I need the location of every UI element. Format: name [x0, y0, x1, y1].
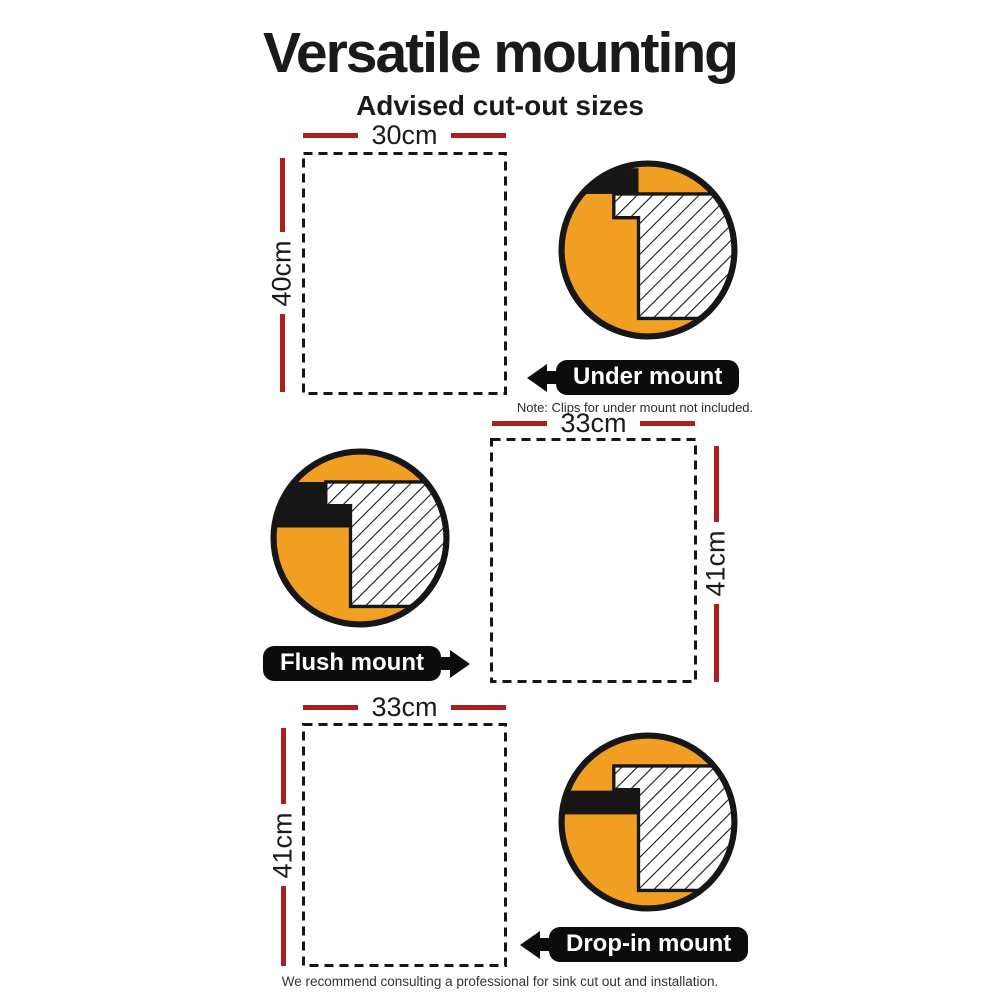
- drop-in-mount-width-dimension: [302, 692, 507, 723]
- flush-mount-height-dimension: [697, 446, 735, 682]
- mount-label-pill: Flush mount: [263, 646, 441, 681]
- mount-label-pill: Under mount: [556, 360, 739, 395]
- dimension-line: [280, 158, 285, 232]
- dimension-line: [281, 886, 286, 966]
- dimension-line: [303, 705, 358, 710]
- flush-mount-diagram: [265, 443, 455, 633]
- under-mount-cutout-rect: [302, 152, 507, 395]
- drop-in-mount-cutout-rect: [302, 723, 507, 967]
- dimension-line: [451, 705, 506, 710]
- height-value: 41cm: [700, 529, 731, 597]
- left-arrow-stem: [540, 938, 549, 951]
- flush-mount-cutout-rect: [490, 438, 697, 683]
- under-mount-height-dimension: [263, 158, 301, 392]
- mount-label-pill: Drop-in mount: [549, 927, 748, 962]
- dimension-line: [714, 446, 719, 522]
- dimension-line: [281, 728, 286, 804]
- width-value: 30cm: [371, 120, 438, 150]
- height-value: 41cm: [267, 811, 298, 879]
- dimension-line: [280, 314, 285, 392]
- width-value: 33cm: [371, 692, 438, 722]
- dimension-line: [714, 604, 719, 682]
- drop-in-mount-label: [520, 927, 748, 962]
- right-arrow-stem: [441, 657, 450, 670]
- flush-mount-width-dimension: [490, 408, 697, 439]
- drop-in-mount-diagram: [553, 727, 743, 917]
- dimension-line: [492, 421, 547, 426]
- left-arrow-stem: [547, 371, 556, 384]
- under-mount-width-dimension: [302, 120, 507, 151]
- height-value: 40cm: [266, 239, 297, 307]
- page-title: Versatile mounting: [263, 21, 737, 85]
- width-value: 33cm: [560, 408, 627, 438]
- right-arrow-icon: [450, 650, 470, 678]
- under-mount-label: [527, 360, 739, 395]
- under-mount-diagram: [553, 155, 743, 345]
- left-arrow-icon: [527, 364, 547, 392]
- flush-mount-label: [263, 646, 470, 681]
- left-arrow-icon: [520, 931, 540, 959]
- page-subtitle: Advised cut-out sizes: [356, 90, 644, 121]
- footer-disclaimer: We recommend consulting a professional for sink cut out and installation.: [281, 974, 719, 989]
- dimension-line: [451, 133, 506, 138]
- dimension-line: [640, 421, 695, 426]
- dimension-line: [303, 133, 358, 138]
- under-mount-note: Note: Clips for under mount not included.: [516, 400, 754, 415]
- drop-in-mount-height-dimension: [264, 728, 302, 966]
